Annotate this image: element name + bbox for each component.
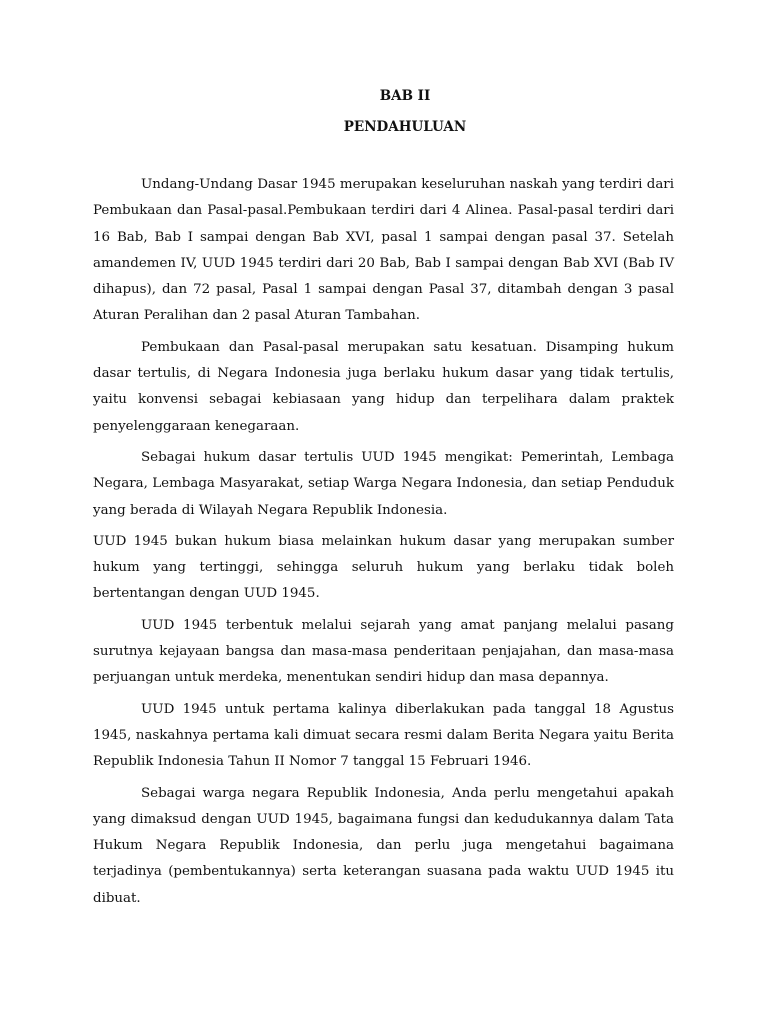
chapter-title: PENDAHULUAN xyxy=(343,119,467,135)
paragraph: Undang-Undang Dasar 1945 merupakan keseluruhan naskah yang terdiri dari Pembukaan dan Pasal-pasal.Pembukaan terdiri dari 4 Alinea. Pasal-pasal terdiri dari 16 Bab, Bab I sampai dengan Bab XVI, pasal 1 sampai dengan pasal 37. Setelah amandemen IV, UUD 1945 terdiri dari 20 Bab, Bab I sampai dengan Bab XVI (Bab IV dihapus), dan 72 pasal, Pasal 1 sampai dengan Pasal 37, ditambah dengan 3 pasal Aturan Peralihan dan 2 pasal Aturan Tambahan. xyxy=(93,177,674,324)
paragraph: UUD 1945 bukan hukum biasa melainkan hukum dasar yang merupakan sumber hukum yang tertinggi, sehingga seluruh hukum yang berlaku tidak boleh bertentangan dengan UUD 1945. xyxy=(93,533,674,602)
paragraph: Sebagai warga negara Republik Indonesia, Anda perlu mengetahui apakah yang dimaksud dengan UUD 1945, bagaimana fungsi dan kedudukannya dalam Tata Hukum Negara Republik Indonesia, dan perlu juga mengetahui bagaimana terjadinya (pembentukannya) serta keterangan suasana pada waktu UUD 1945 itu dibuat. xyxy=(93,785,674,906)
paragraph: UUD 1945 untuk pertama kalinya diberlakukan pada tanggal 18 Agustus 1945, naskahnya pertama kali dimuat secara resmi dalam Berita Negara yaitu Berita Republik Indonesia Tahun II Nomor 7 tanggal 15 Februari 1946. xyxy=(93,701,674,770)
paragraph: Sebagai hukum dasar tertulis UUD 1945 mengikat: Pemerintah, Lembaga Negara, Lembaga Masyarakat, setiap Warga Negara Indonesia, dan setiap Penduduk yang berada di Wilayah Negara Republik Indonesia. xyxy=(93,449,674,518)
body-text xyxy=(93,172,674,917)
chapter-heading: BAB II xyxy=(379,88,431,104)
paragraph: UUD 1945 terbentuk melalui sejarah yang amat panjang melalui pasang surutnya kejayaan bangsa dan masa-masa penderitaan penjajahan, dan masa-masa perjuangan untuk merdeka, menentukan sendiri hidup dan masa depannya. xyxy=(93,617,674,686)
paragraph: Pembukaan dan Pasal-pasal merupakan satu kesatuan. Disamping hukum dasar tertulis, di Negara Indonesia juga berlaku hukum dasar yang tidak tertulis, yaitu konvensi sebagai kebiasaan yang hidup dan terpelihara dalam praktek penyelenggaraan kenegaraan. xyxy=(93,339,674,434)
